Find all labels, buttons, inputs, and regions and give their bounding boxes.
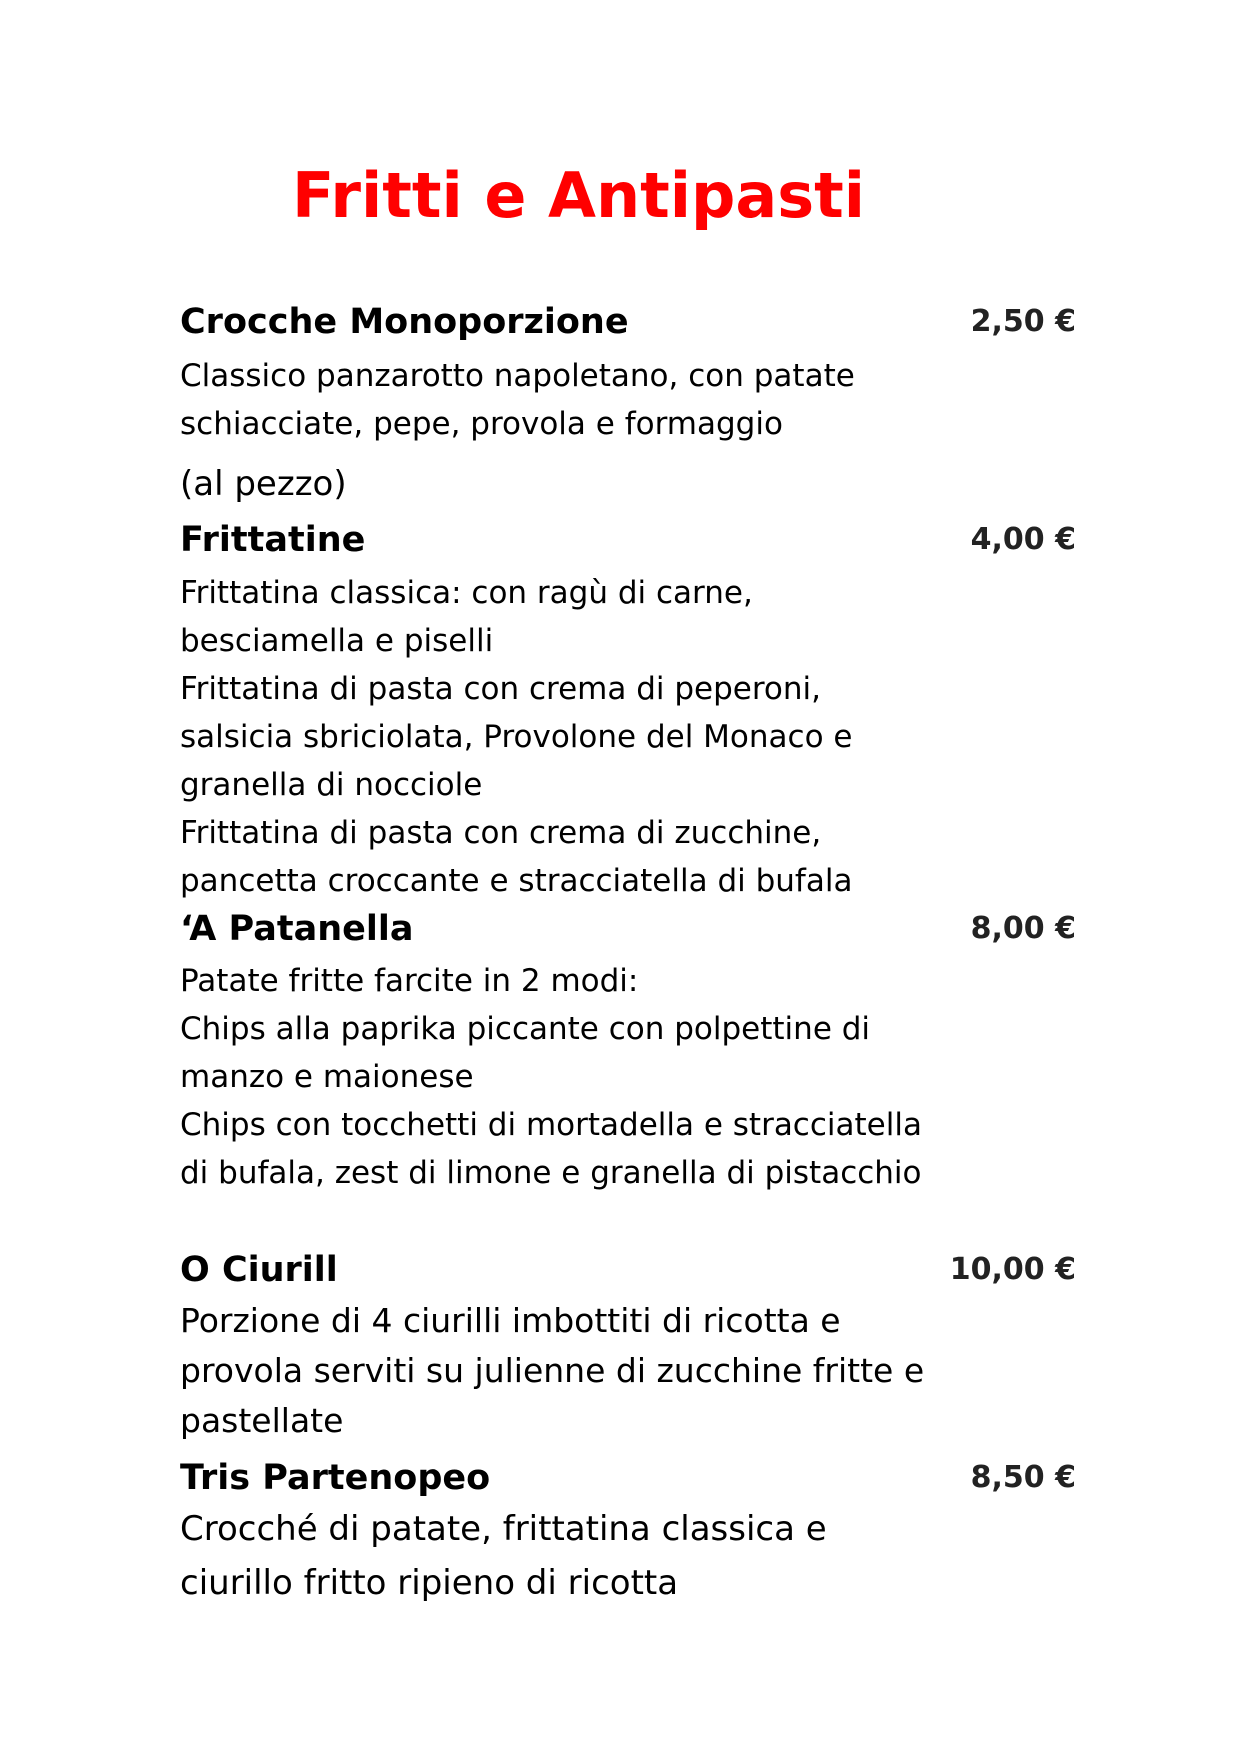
item-desc-line: Frittatina classica: con ragù di carne, bbox=[180, 575, 753, 611]
item-desc-line: Patate fritte farcite in 2 modi: bbox=[180, 963, 639, 999]
item-desc-line: Crocché di patate, frittatina classica e bbox=[180, 1509, 827, 1549]
item-name-frittatine: Frittatine bbox=[180, 520, 366, 560]
item-desc-line: Porzione di 4 ciurilli imbottiti di ricotta e bbox=[180, 1301, 841, 1340]
item-desc-line: pancetta croccante e stracciatella di bufala bbox=[180, 863, 853, 899]
item-name-tris-partenopeo: Tris Partenopeo bbox=[180, 1458, 491, 1498]
item-desc-line: schiacciate, pepe, provola e formaggio bbox=[180, 406, 783, 442]
item-desc-line: di bufala, zest di limone e granella di pistacchio bbox=[180, 1155, 922, 1191]
item-desc-line: manzo e maionese bbox=[180, 1059, 474, 1095]
item-desc-line: Frittatina di pasta con crema di zucchine, bbox=[180, 815, 822, 851]
item-price-patanella: 8,00 € bbox=[970, 911, 1076, 946]
item-price-ciurill: 10,00 € bbox=[949, 1252, 1076, 1287]
item-desc-line: Frittatina di pasta con crema di peperoni, bbox=[180, 671, 822, 707]
item-price-crocche: 2,50 € bbox=[970, 304, 1076, 339]
item-desc-line: (al pezzo) bbox=[180, 464, 347, 504]
item-desc-line: salsicia sbriciolata, Provolone del Monaco e bbox=[180, 719, 853, 755]
page-title: Fritti e Antipasti bbox=[292, 159, 865, 232]
item-desc-line: Classico panzarotto napoletano, con patate bbox=[180, 358, 855, 394]
item-desc-line: Chips alla paprika piccante con polpettine di bbox=[180, 1011, 871, 1047]
item-name-crocche: Crocche Monoporzione bbox=[180, 302, 629, 342]
item-desc-line: provola serviti su julienne di zucchine fritte e bbox=[180, 1351, 925, 1390]
item-name-patanella: ‘A Patanella bbox=[180, 909, 414, 949]
item-desc-line: pastellate bbox=[180, 1401, 344, 1440]
item-desc-line: granella di nocciole bbox=[180, 767, 483, 803]
item-price-tris-partenopeo: 8,50 € bbox=[970, 1460, 1076, 1495]
item-desc-line: besciamella e piselli bbox=[180, 623, 494, 659]
item-price-frittatine: 4,00 € bbox=[970, 522, 1076, 557]
item-desc-line: Chips con tocchetti di mortadella e stracciatella bbox=[180, 1107, 922, 1143]
item-desc-line: ciurillo fritto ripieno di ricotta bbox=[180, 1563, 679, 1603]
item-name-ciurill: O Ciurill bbox=[180, 1250, 338, 1290]
